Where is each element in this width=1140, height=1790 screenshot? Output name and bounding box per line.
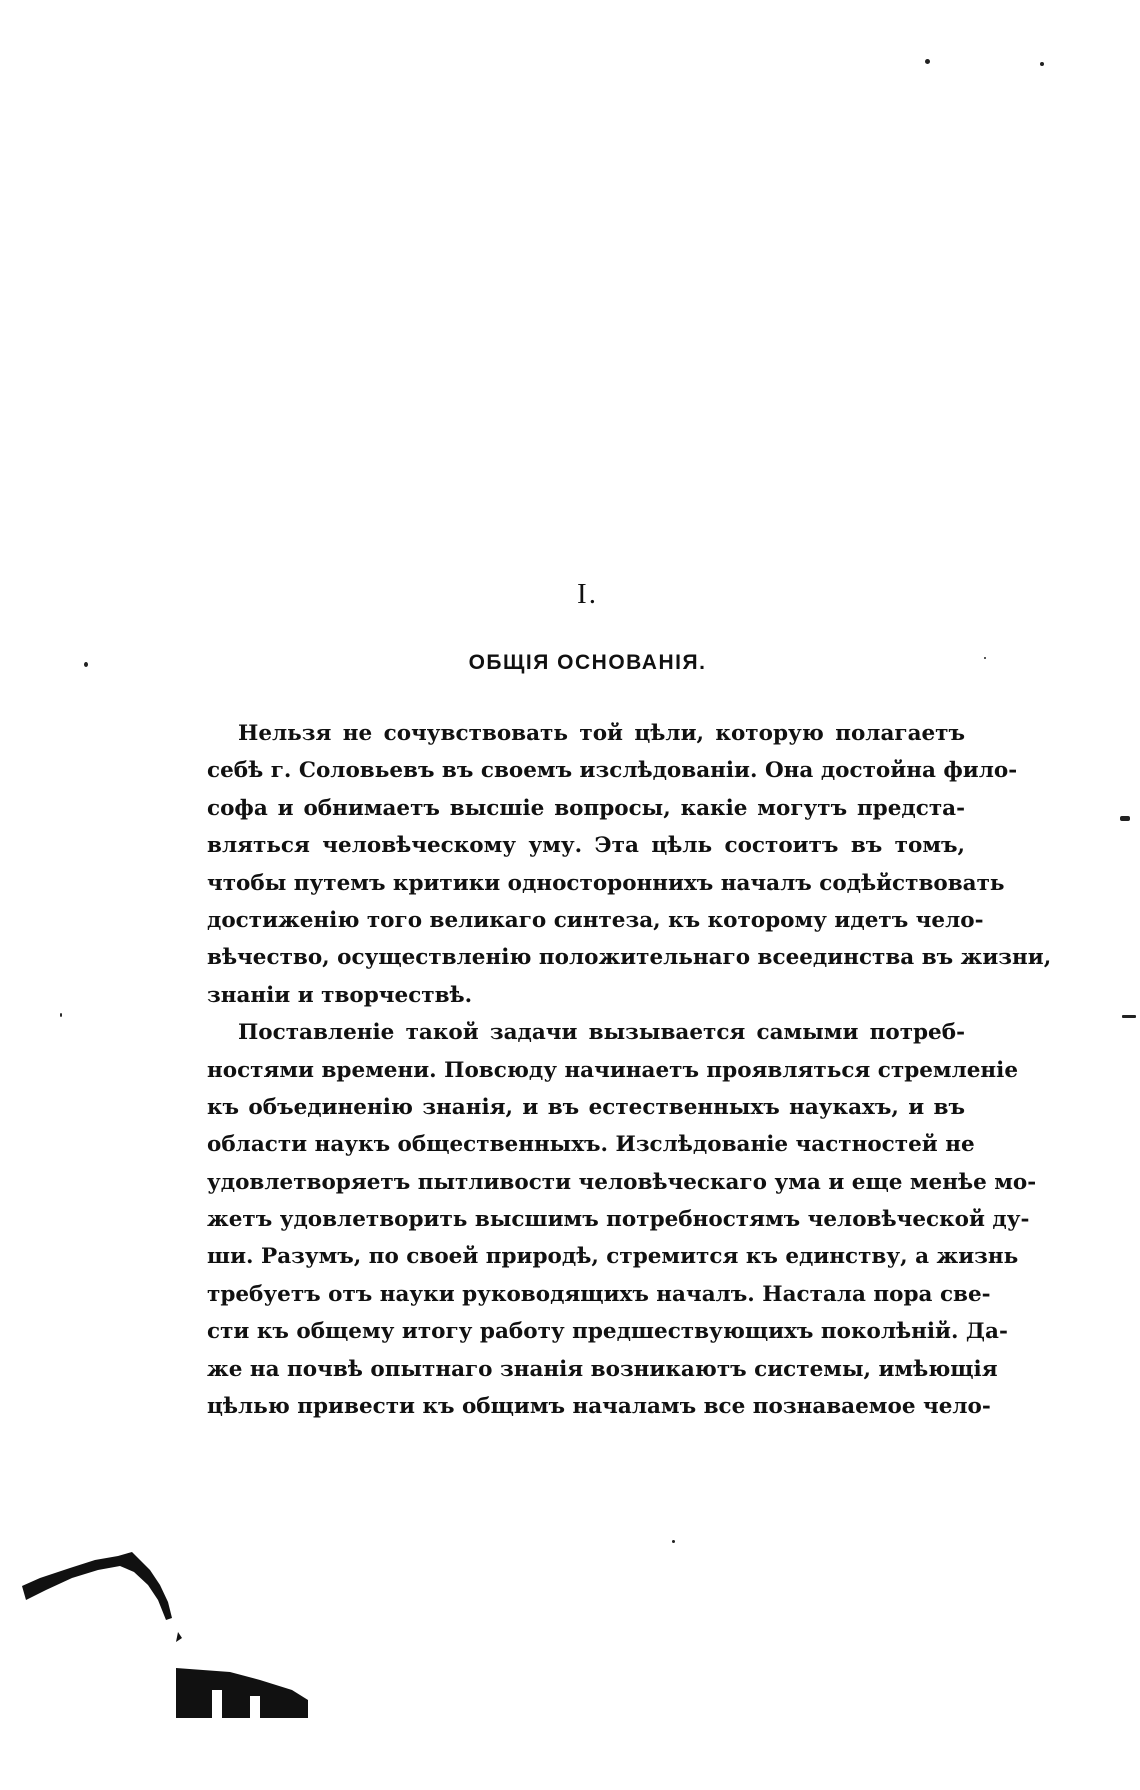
- scan-speck: [60, 1013, 62, 1017]
- scan-speck: [984, 657, 986, 659]
- text-line: софа и обнимаетъ высшіе вопросы, какіе могутъ предста-: [207, 795, 965, 821]
- text-line: вѣчество, осуществленію положительнаго всеединства въ жизни,: [207, 945, 1052, 971]
- text-line: жетъ удовлетворить высшимъ потребностямъ человѣческой ду-: [207, 1207, 1030, 1233]
- text-line: удовлетворяетъ пытливости человѣческаго ума и еще менѣе мо-: [207, 1169, 1037, 1195]
- scan-speck: [1120, 816, 1130, 821]
- text-line: ши. Разумъ, по своей природѣ, стремится къ единству, а жизнь: [207, 1244, 1019, 1270]
- text-line: области наукъ общественныхъ. Изслѣдованіе частностей не: [207, 1132, 975, 1158]
- chapter-title: ОБЩІЯ ОСНОВАНІЯ.: [468, 651, 707, 674]
- text-line: ностями времени. Повсюду начинаетъ проявляться стремленіе: [207, 1057, 1019, 1083]
- text-line: Нельзя не сочувствовать той цѣли, которую полагаетъ: [238, 721, 965, 746]
- text-line: цѣлью привести къ общимъ началамъ все познаваемое чело-: [207, 1394, 991, 1420]
- scan-speck: [672, 1540, 675, 1543]
- paragraph-2: [207, 1014, 1037, 1425]
- text-line: сти къ общему итогу работу предшествующихъ поколѣній. Да-: [207, 1319, 1008, 1345]
- chapter-number: I.: [577, 578, 598, 610]
- paragraph-1: [207, 715, 1052, 1014]
- text-line: къ объединенію знанія, и въ естественныхъ наукахъ, и въ: [207, 1094, 965, 1120]
- scan-speck: [1122, 1015, 1136, 1018]
- scan-speck: [925, 59, 930, 64]
- text-line: требуетъ отъ науки руководящихъ началъ. Настала пора све-: [207, 1281, 991, 1307]
- text-line: себѣ г. Соловьевъ въ своемъ изслѣдованіи. Она достойна фило-: [207, 758, 1018, 784]
- scan-speck: [1040, 62, 1044, 66]
- body-text: [207, 715, 1052, 1425]
- scan-speck: [84, 662, 88, 667]
- text-line: вляться человѣческому уму. Эта цѣль состоитъ въ томъ,: [207, 833, 965, 859]
- text-line: чтобы путемъ критики одностороннихъ началъ содѣйствовать: [207, 870, 1005, 896]
- text-line: достиженію того великаго синтеза, къ которому идетъ чело-: [207, 907, 984, 933]
- text-line: Поставленіе такой задачи вызывается самыми потреб-: [238, 1020, 965, 1046]
- scan-edge-artifact: [0, 1530, 320, 1790]
- text-line: же на почвѣ опытнаго знанія возникаютъ системы, имѣющія: [207, 1356, 998, 1382]
- text-line: знаніи и творчествѣ.: [207, 982, 473, 1008]
